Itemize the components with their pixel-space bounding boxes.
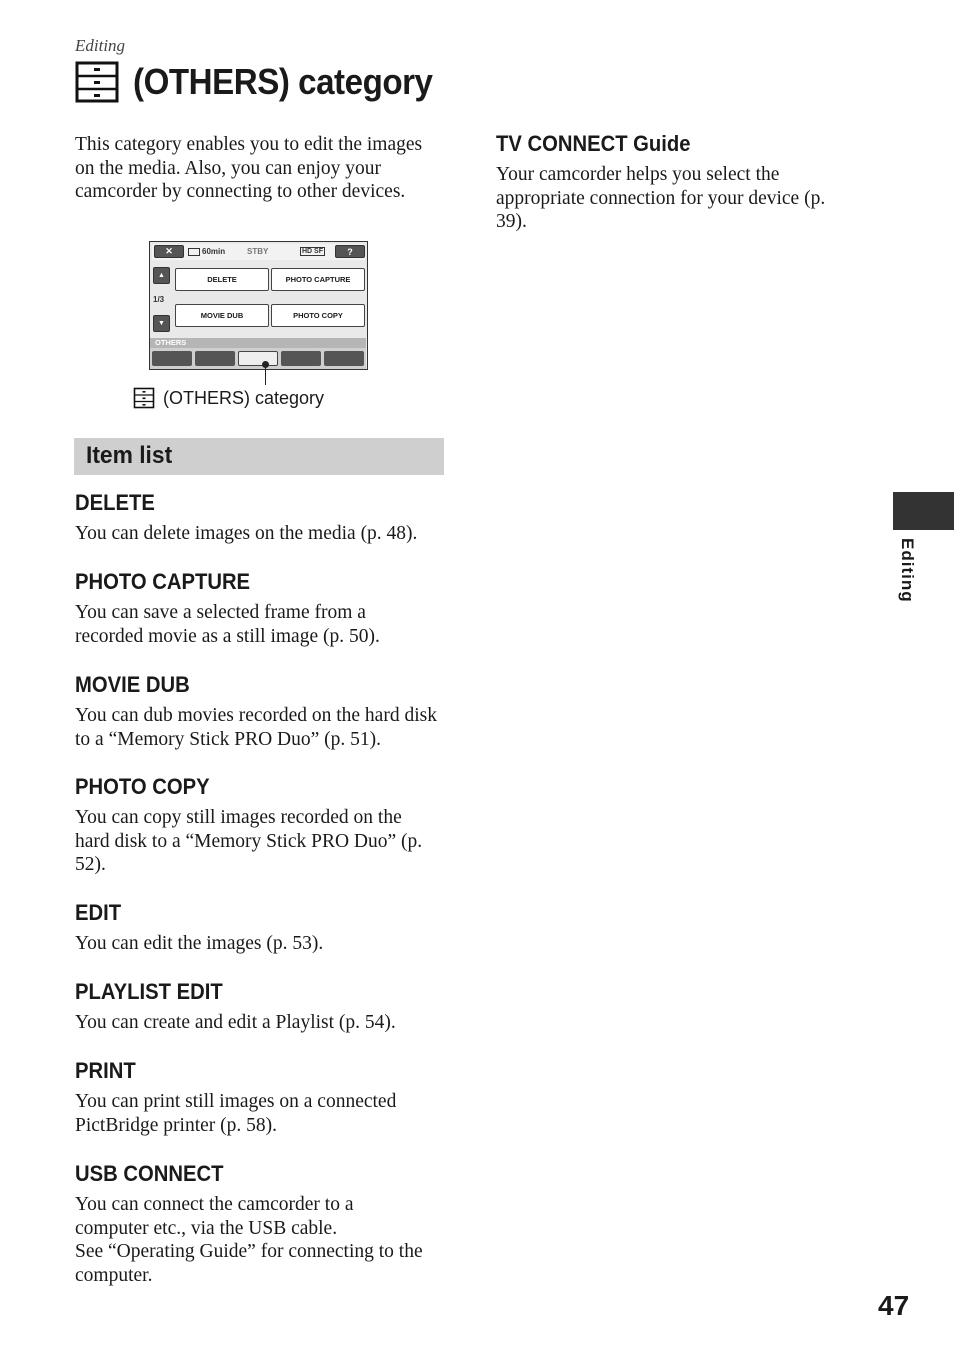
- chapter-edge-tab: [893, 492, 954, 530]
- item-tv-connect-guide: [496, 131, 836, 234]
- item-print: [75, 1058, 450, 1137]
- page-number: 47: [878, 1290, 910, 1321]
- playback-tab-icon: [195, 351, 235, 366]
- item-description: You can dub movies recorded on the hard disk to a “Memory Stick PRO Duo” (p. 51).: [75, 705, 437, 750]
- lcd-button-movie-dub: MOVIE DUB: [175, 304, 269, 327]
- item-title: PLAYLIST EDIT: [75, 979, 223, 1004]
- item-description: Your camcorder helps you select the appropriate connection for your device (p. 39).: [496, 164, 826, 232]
- item-photo-capture: [75, 569, 450, 648]
- item-title: PHOTO COPY: [75, 774, 210, 799]
- callout-line: [265, 365, 266, 385]
- item-photo-copy: [75, 774, 450, 877]
- lcd-category-tabs: [150, 348, 366, 369]
- callout-dot: [262, 361, 269, 368]
- lcd-category-label: OTHERS: [150, 338, 366, 348]
- item-edit: [75, 900, 450, 956]
- close-icon: ✕: [154, 245, 184, 258]
- page-title-row: [75, 58, 459, 106]
- item-description: You can print still images on a connected PictBridge printer (p. 58).: [75, 1091, 397, 1136]
- battery-time: [188, 247, 225, 256]
- settings-tab-icon: [324, 351, 364, 366]
- others-tab-icon: [238, 351, 278, 366]
- item-title: MOVIE DUB: [75, 672, 190, 697]
- camera-tab-icon: [152, 351, 192, 366]
- help-button: ?: [335, 245, 365, 258]
- lcd-button-photo-copy: PHOTO COPY: [271, 304, 365, 327]
- intro-paragraph: This category enables you to edit the images on the media. Also, you can enjoy your camcorder by connecting to other devices.: [75, 134, 423, 202]
- item-delete: [75, 490, 450, 546]
- battery-time-label: 60min: [202, 247, 226, 256]
- item-title: EDIT: [75, 900, 122, 925]
- item-description: You can create and edit a Playlist (p. 54).: [75, 1012, 396, 1033]
- lcd-screen-illustration: [149, 241, 368, 370]
- chapter-side-label: Editing: [898, 538, 917, 603]
- quality-badge: HD SF: [302, 248, 323, 255]
- item-title: TV CONNECT Guide: [496, 131, 691, 156]
- others-cabinet-icon: [133, 387, 155, 409]
- item-title: PHOTO CAPTURE: [75, 569, 251, 594]
- item-title: DELETE: [75, 490, 155, 515]
- item-description: You can save a selected frame from a recorded movie as a still image (p. 50).: [75, 602, 380, 647]
- item-description: You can edit the images (p. 53).: [75, 933, 324, 954]
- item-list-header: [74, 438, 444, 475]
- lcd-button-delete: DELETE: [175, 268, 269, 291]
- item-playlist-edit: [75, 979, 450, 1035]
- item-description-extra: See “Operating Guide” for connecting to the computer.: [75, 1241, 423, 1286]
- item-movie-dub: [75, 672, 450, 751]
- item-usb-connect: [75, 1161, 450, 1287]
- page-indicator: 1/3: [153, 295, 165, 304]
- scroll-up-button: ▲: [153, 267, 170, 284]
- item-title: PRINT: [75, 1058, 136, 1083]
- item-list-title: Item list: [86, 442, 173, 469]
- others-cabinet-icon: [75, 61, 119, 103]
- item-description: You can delete images on the media (p. 48).: [75, 523, 418, 544]
- battery-icon: [188, 248, 200, 256]
- section-label: Editing: [75, 36, 126, 55]
- standby-status: STBY: [247, 247, 269, 256]
- figure-caption-text: (OTHERS) category: [163, 387, 325, 408]
- item-description: You can connect the camcorder to a computer etc., via the USB cable.: [75, 1194, 354, 1239]
- lcd-button-photo-capture: PHOTO CAPTURE: [271, 268, 365, 291]
- item-description: You can copy still images recorded on the hard disk to a “Memory Stick PRO Duo” (p. 52).: [75, 807, 423, 875]
- figure-caption: [133, 387, 324, 409]
- scroll-down-button: ▼: [153, 315, 170, 332]
- item-title: USB CONNECT: [75, 1161, 224, 1186]
- manage-tab-icon: [281, 351, 321, 366]
- page-title: (OTHERS) category: [133, 61, 433, 102]
